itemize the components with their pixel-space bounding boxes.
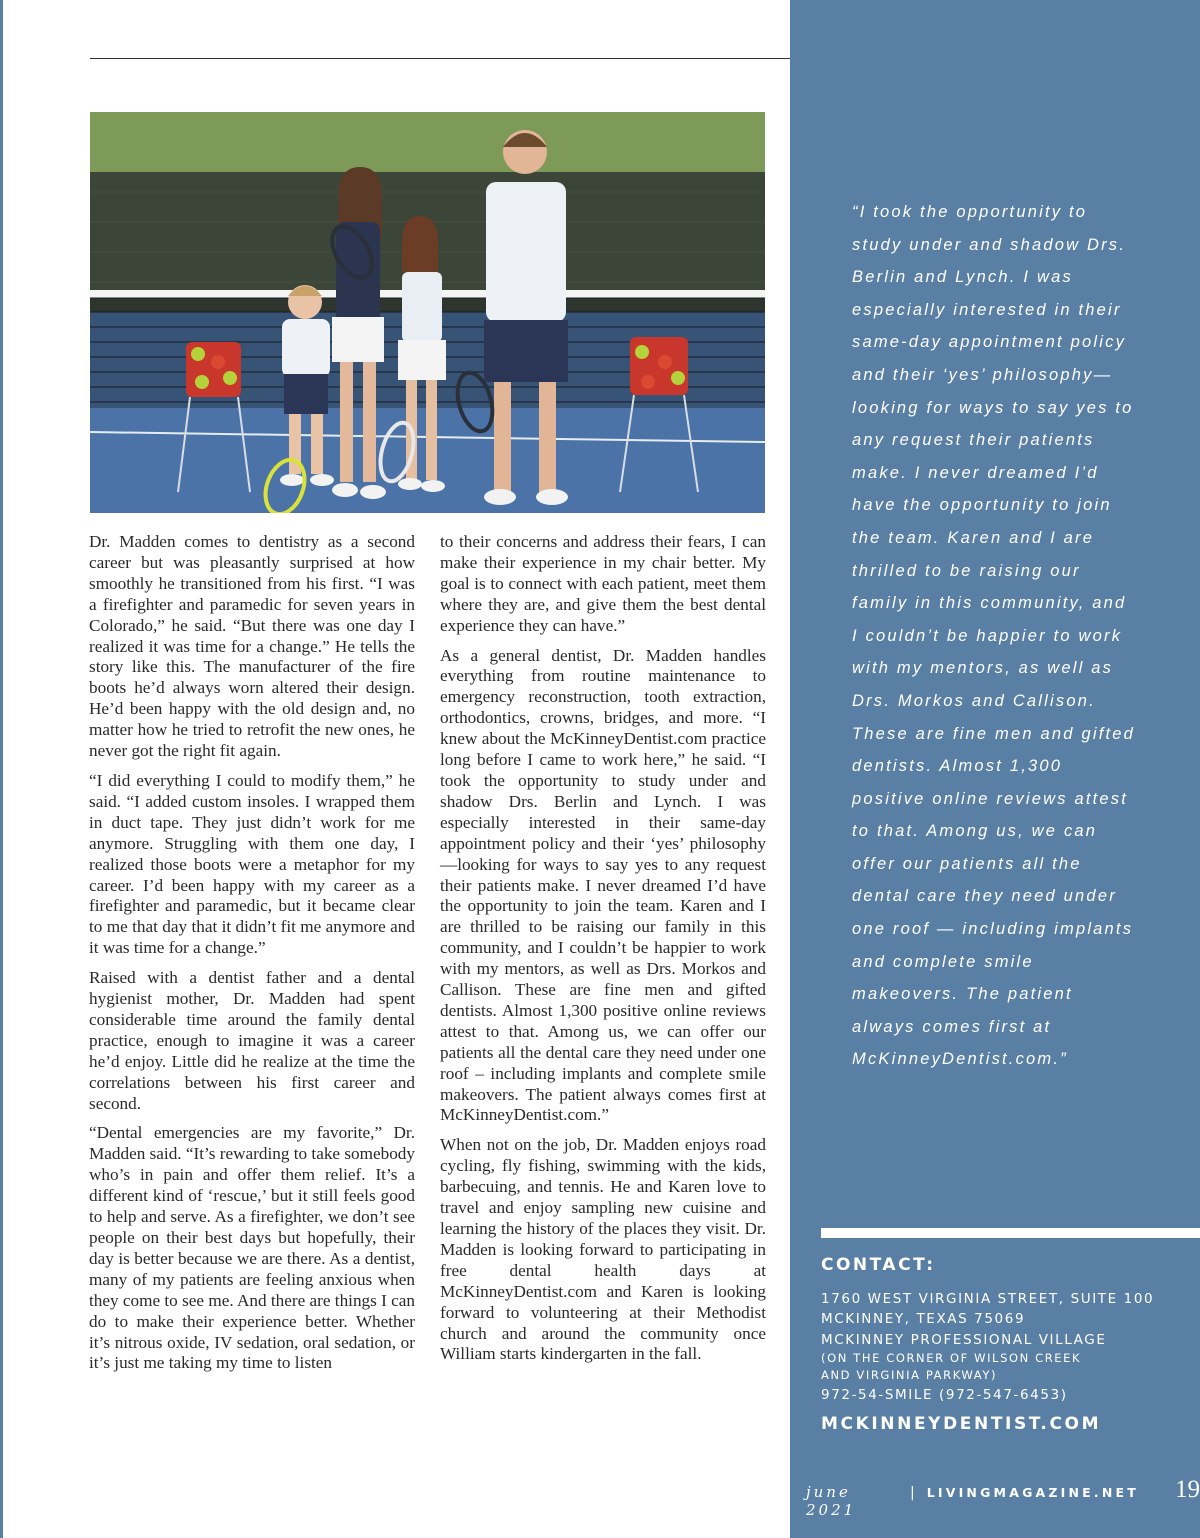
issue-date: june 2021 bbox=[806, 1483, 857, 1519]
paragraph: “I did everything I could to modify them,” he said. “I added custom insoles. I wrapped them in duct tape. They just didn’t work for me anymore. Struggling with them one day, I realized those boots were a metaphor for my career. I’d been happy with my career as a firefighter and paramedic, but it became clear to me that day that it didn’t fit me anymore and it was time for a change.” bbox=[89, 770, 415, 958]
address-line-2: MCKINNEY, TEXAS 75069 bbox=[821, 1311, 1026, 1328]
photo-illustration bbox=[90, 112, 765, 513]
page-footer bbox=[806, 1476, 1200, 1519]
magazine-site[interactable]: LIVINGMAGAZINE.NET bbox=[926, 1485, 1139, 1500]
family-tennis-photo bbox=[90, 112, 765, 513]
top-rule bbox=[90, 58, 790, 59]
address-line-3: MCKINNEY PROFESSIONAL VILLAGE bbox=[821, 1331, 1107, 1348]
paragraph: Raised with a dentist father and a dental hygienist mother, Dr. Madden had spent considerable time around the family dental practice, enough to imagine it was a career he’d enjoy. Little did he realize at the time the correlations between his first career and second. bbox=[89, 968, 415, 1113]
paragraph: As a general dentist, Dr. Madden handles everything from routine maintenance to emergency reconstruction, tooth extraction, orthodontics, crowns, bridges, and more. “I knew about the McKinneyDentist.com practice long before I came to work here,” he said. “I took the opportunity to study under and shadow Drs. Berlin and Lynch. I was especially interested in their same-day appointment policy and their ‘yes’ philosophy—looking for ways to say yes to any request their patients make. I never dreamed I’d have the opportunity to join the team. Karen and I are thrilled to be raising our family in this community, and I couldn’t be happier to work with my mentors, as well as Drs. Morkos and Callison. These are fine men and gifted dentists. Almost 1,300 positive online reviews attest to that. Among us, we can offer our patients all the dental care they need under one roof – including implants and complete smile makeovers. The patient always comes first at McKinneyDentist.com.” bbox=[440, 645, 766, 1125]
page-number: 19 bbox=[1175, 1476, 1200, 1503]
phone-number: 972-54-SMILE (972-547-6453) bbox=[821, 1386, 1068, 1403]
paragraph: to their concerns and address their fears, I can make their experience in my chair better. My goal is to connect with each patient, meet them where they are, and give them the best dental experience they can have.” bbox=[440, 532, 766, 635]
article-column-left bbox=[89, 532, 415, 1383]
address-note-2: AND VIRGINIA PARKWAY) bbox=[821, 1368, 998, 1383]
address-line-1: 1760 WEST VIRGINIA STREET, SUITE 100 bbox=[821, 1291, 1155, 1307]
contact-divider bbox=[821, 1228, 1200, 1238]
website-link[interactable]: MCKINNEYDENTIST.COM bbox=[821, 1414, 1102, 1434]
paragraph: Dr. Madden comes to dentistry as a second career but was pleasantly surprised at how smoothly he transitioned from his first. “I was a firefighter and paramedic for seven years in Colorado,” he said. “But there was one day I realized it was time for a change.” He tells the story like this. The manufacturer of the fire boots he’d always worn altered their design. He’d been happy with the old design and, no matter how he tried to retrofit the new ones, he never got the right fit again. bbox=[89, 532, 415, 761]
paragraph: “Dental emergencies are my favorite,” Dr. Madden said. “It’s rewarding to take somebody who’s in pain and offer them relief. It’s a different kind of ‘rescue,’ but it still feels good to help and serve. As a firefighter, we don’t see people on their best days but hopefully, their day is better because we are there. As a dentist, many of my patients are feeling anxious when they come to see me. And there are things I can do to make their experience better. Whether it’s nitrous oxide, IV sedation, oral sedation, or it’s just me taking my time to listen bbox=[89, 1123, 415, 1373]
page-edge-stripe bbox=[0, 0, 3, 1538]
contact-details bbox=[821, 1289, 1191, 1405]
article-column-right bbox=[440, 532, 766, 1374]
contact-heading: CONTACT: bbox=[821, 1255, 936, 1275]
pull-quote: “I took the opportunity to study under and shadow Drs. Berlin and Lynch. I was especially interested in their same-day appointment policy and their ‘yes’ philosophy—looking for ways to say yes to any request their patients make. I never dreamed I’d have the opportunity to join the team. Karen and I are thrilled to be raising our family in this community, and I couldn’t be happier to work with my mentors, as well as Drs. Morkos and Callison. These are fine men and gifted dentists. Almost 1,300 positive online reviews attest to that. Among us, we can offer our patients all the dental care they need under one roof — including implants and complete smile makeovers. The patient always comes first at McKinneyDentist.com.” bbox=[852, 203, 1136, 1069]
footer-separator: | bbox=[909, 1485, 915, 1501]
paragraph: When not on the job, Dr. Madden enjoys road cycling, fly fishing, swimming with the kids, barbecuing, and tennis. He and Karen love to travel and enjoy sampling new cuisine and learning the history of the places they visit. Dr. Madden is looking forward to participating in free dental health days at McKinneyDentist.com and Karen is looking forward to volunteering at their Methodist church and around the community once William starts kindergarten in the fall. bbox=[440, 1135, 766, 1364]
address-note-1: (ON THE CORNER OF WILSON CREEK bbox=[821, 1350, 1082, 1365]
